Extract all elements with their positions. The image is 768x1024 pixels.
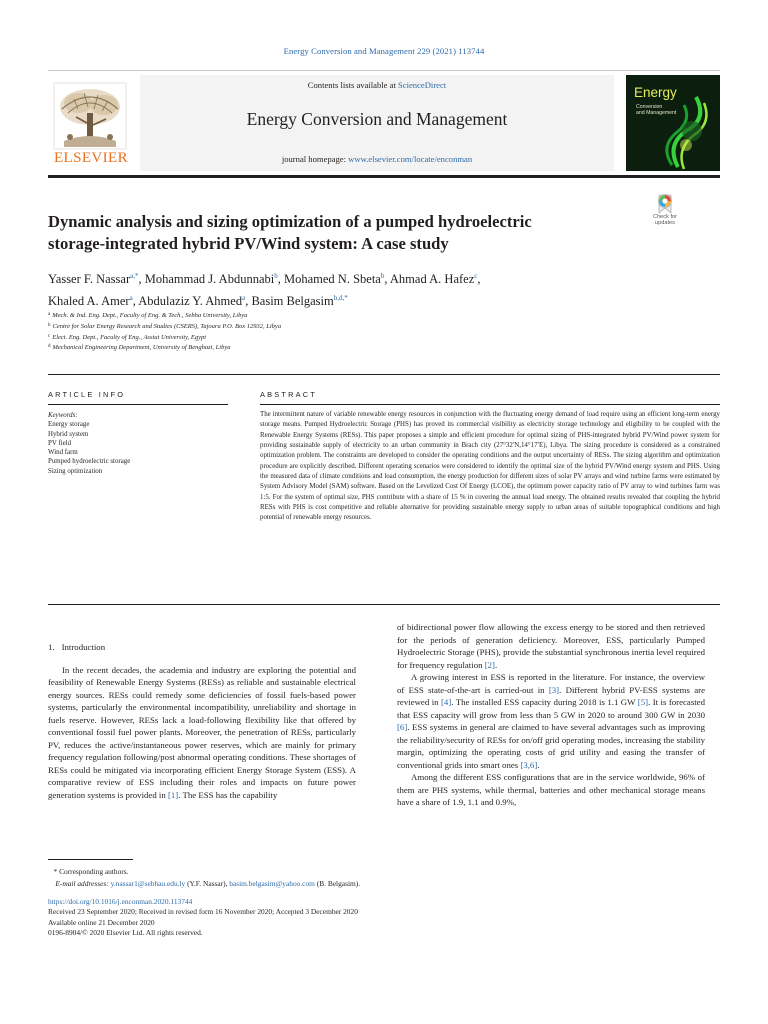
corresponding-author-note: * Corresponding authors. <box>48 867 129 876</box>
journal-masthead <box>48 70 720 174</box>
journal-reference[interactable]: Energy Conversion and Management 229 (2021) 113744 <box>283 46 485 56</box>
journal-homepage-link[interactable]: www.elsevier.com/locate/enconman <box>348 154 473 164</box>
author-name[interactable]: Basim Belgasim <box>251 294 334 308</box>
email-link[interactable]: y.nassar1@sebhau.edu.ly <box>110 878 186 888</box>
footnote-divider <box>48 859 133 860</box>
affiliation-list <box>48 310 608 353</box>
publisher-logo-text[interactable]: ELSEVIER <box>53 150 129 166</box>
paragraph-text: A growing interest in ESS is reported in the literature. For instance, the overview of ESS state-of-the-art is carried-out in <box>397 672 705 695</box>
article-title-line-1: Dynamic analysis and sizing optimization of a pumped hydroelectric <box>48 212 532 231</box>
paragraph-text: In the recent decades, the academia and industry are exploring the potential and feasibility of Renewable Energy Systems (RESs) as reliable and sustainable electrical energy sources. RESs could remedy some deficiencies of fossil fuels-based power systems, particularly the environmental incompatibility, unreliability and shortage in fuels reserve. However, RESs lack a load-following flexibility like that offered by conventional fossil fuel power plants. Moreover, the penetration of RESs, particularly PV, reduces the active/instantaneous power reserves, which are mainly for primary frequency regulation following/post abnormal operating conditions. These shortages of RESs could be mitigated via incorporating efficient Energy Storage System (ESS). A comparative review of ESS including their roles and impacts on future power generation systems is provided in <box>48 664 356 800</box>
email-owner: (B. Belgasim). <box>316 878 361 888</box>
abstract-heading: ABSTRACT <box>260 390 318 399</box>
author-affiliation-marks[interactable]: b <box>274 272 278 280</box>
corresponding-author-text: Corresponding authors. <box>59 867 129 876</box>
section-heading-introduction <box>48 641 356 654</box>
cover-title: Energy <box>634 85 677 100</box>
keyword-item: Wind farm <box>48 449 78 457</box>
contents-prefix: Contents lists available at <box>307 80 398 90</box>
author-name[interactable]: Mohammad J. Abdunnabi <box>144 272 275 286</box>
cover-subtitle-line-2: and Management <box>636 110 677 116</box>
paragraph-text: . <box>494 659 498 670</box>
doi-link[interactable]: https://doi.org/10.1016/j.enconman.2020.113744 <box>48 897 193 906</box>
paragraph-text: . ESS systems in general are claimed to have several advantages such as improving the reliability/security of RESs for on/off grid operating modes, increasing the stability margin, optimizing the operating costs of grid utility and easing the transfer of conventional grids into smart ones <box>397 722 705 770</box>
citation-link[interactable]: [1] <box>167 789 179 800</box>
paragraph-text: . It is forecasted that ESS capacity will grow from less than 5 GW in 2020 to around 300 GW in 2030 <box>397 697 705 720</box>
citation-link[interactable]: [2] <box>484 659 495 670</box>
keywords-block <box>48 411 228 476</box>
body-paragraph <box>397 621 705 671</box>
author-name[interactable]: Yasser F. Nassar <box>48 272 131 286</box>
journal-cover-thumbnail[interactable] <box>626 75 720 171</box>
article-info-heading: ARTICLE INFO <box>48 390 126 399</box>
body-paragraph <box>397 671 705 771</box>
keyword-item: Energy storage <box>48 421 90 429</box>
affiliation-item <box>48 342 608 353</box>
check-for-updates-button[interactable] <box>648 193 682 233</box>
available-online: Available online 21 December 2020 <box>48 917 155 927</box>
crossmark-label-line-1: Check for <box>653 214 677 220</box>
affiliation-item <box>48 310 608 321</box>
affiliation-text: Mechanical Engineering Department, University of Benghazi, Libya <box>52 344 231 352</box>
article-metadata <box>48 897 608 939</box>
article-title <box>48 211 608 255</box>
body-column-right <box>397 621 705 809</box>
body-column-left <box>48 641 356 801</box>
paragraph-text: . Different hybrid PV-ESS systems are reviewed in <box>397 684 705 707</box>
body-paragraph: Among the different ESS configurations that are in the service worldwide, 96% of them are PHS systems, while thermal, batteries and other mechanical storage means have a share of 1.9, 1.1 and 0.9%, <box>397 772 705 807</box>
journal-homepage-line <box>140 154 614 164</box>
keywords-label: Keywords: <box>48 412 78 419</box>
section-number: 1. <box>48 642 55 652</box>
affiliation-mark: a <box>48 312 51 317</box>
homepage-prefix: journal homepage: <box>281 154 349 164</box>
paragraph-text: . The installed ESS capacity during 2018 is 1.1 GW <box>451 697 638 707</box>
article-info-heading-divider <box>48 404 228 405</box>
article-title-line-2: storage-integrated hybrid PV/Wind system: A case study <box>48 234 449 253</box>
abstract-heading-divider <box>260 404 720 405</box>
paragraph-text: . The ESS has the capability <box>178 789 278 800</box>
crossmark-icon <box>648 193 682 215</box>
copyright-notice: 0196-8904/© 2020 Elsevier Ltd. All rights reserved. <box>48 928 203 938</box>
paragraph-text: . <box>537 759 540 770</box>
keyword-item: PV field <box>48 439 72 447</box>
section-title: Introduction <box>61 642 106 652</box>
affiliation-mark: d <box>48 344 51 350</box>
author-affiliation-marks[interactable]: c <box>474 272 478 280</box>
cover-subtitle-line-1: Conversion <box>636 104 663 110</box>
contents-available-line <box>140 80 614 90</box>
keyword-item: Pumped hydroelectric storage <box>48 458 131 466</box>
keyword-item: Sizing optimization <box>48 467 103 475</box>
author-name[interactable]: Ahmad A. Hafez <box>389 272 475 286</box>
footnotes <box>48 866 608 889</box>
email-link[interactable]: basim.belgasim@yahoo.com <box>229 878 315 888</box>
article-info-top-divider <box>48 374 720 375</box>
affiliation-text: Mech. & Ind. Eng. Dept., Faculty of Eng. & Tech., Sebha University, Libya <box>52 312 248 319</box>
affiliation-item <box>48 332 608 343</box>
affiliation-text: Centre for Solar Energy Research and Studies (CSERS), Tajoura P.O. Box 12932, Libya <box>52 322 282 330</box>
article-history: Received 23 September 2020; Received in revised form 16 November 2020; Accepted 3 December 2020 <box>48 907 358 917</box>
crossmark-label-line-2: updates <box>655 220 675 226</box>
abstract-bottom-divider <box>48 604 720 605</box>
author-affiliation-marks[interactable]: a <box>129 294 133 302</box>
citation-link[interactable]: [5] <box>637 697 649 707</box>
cover-subtitle <box>636 104 676 116</box>
email-owner: (Y.F. Nassar), <box>187 878 228 888</box>
citation-link[interactable]: [4] <box>441 697 452 707</box>
author-name[interactable]: Khaled A. Amer <box>48 294 130 308</box>
author-affiliation-marks[interactable]: a,* <box>130 272 139 280</box>
journal-title: Energy Conversion and Management <box>246 109 508 129</box>
author-name[interactable]: Mohamed N. Sbeta <box>283 272 381 286</box>
keyword-item: Hybrid system <box>48 430 89 438</box>
abstract-text: The intermittent nature of variable renewable energy resources in conjunction with the fluctuating energy demand of load require using an efficient long-term energy storage means. Pumped Hydroelectric Storage (PHS) has proved its commercial visibility as electricity storage technology and eligibility to be coupled with the Renewable Energy Systems (RESs). This paper proposes a simple and efficient procedure for optimal sizing of PHS-integrated hybrid PV/Wind power system for providing sustainable supply of electricity to an urban community in Brach city (27°32′N,14°17′E), Libya. The sizing procedure is considered as a constrained optimization problem. The constraints are developed to consider the operating conditions and the output uncertainty of RESs. The sizing algorithm and optimization procedure are explicitly described. Different operating scenarios were considered to identify the optimal size of the hybrid PV/Wind energy system and PHS. Using the measured data of climate conditions and load consumption, the energy production for different sizes of solar PV arrays and wind turbine farms were estimated by System Advisory Model (SAM) software. Based on the Levelized Cost Of Energy (LCOE), the optimum power capacity ratio of PV array to wind turbines farm was 1:5. For the system of optimal size, PHS contribute with a share of 15 % in covering the annual load energy. The obtained results revealed that coupling the hybrid RESs with PHS is cost competitive and reliable alternative for providing sustainable energy supply to urban areas of suitable topographical conditions and high potential of renewable energy resources. <box>260 411 720 522</box>
citation-link[interactable]: [3] <box>548 684 560 695</box>
author-name[interactable]: Abdulaziz Y. Ahmed <box>138 294 243 308</box>
affiliation-mark: c <box>48 333 51 339</box>
author-affiliation-marks[interactable]: b,d,* <box>333 294 348 302</box>
author-list: Yasser F. Nassar$^{a,*}$, Mohammad J. Abdunnabi$^b$, Mohamed N. Sbeta$^b$, Ahmad A. Hafez$^c$, Khaled A. Amer$^a$, Abdulaziz Y. Ahmed$^a$, Basim Belgasim$^{b,d,*}$ <box>48 272 481 308</box>
email-label: E-mail addresses: <box>55 878 109 888</box>
crossmark-label <box>648 214 682 226</box>
body-paragraph <box>48 664 356 802</box>
affiliation-item <box>48 321 608 332</box>
sciencedirect-link[interactable]: ScienceDirect <box>398 80 447 90</box>
affiliation-text: Elect. Eng. Dept., Faculty of Eng., Assiut University, Egypt <box>52 333 207 341</box>
paragraph-text: of bidirectional power flow allowing the excess energy to be stored and then retrieved for the periods of generation deficiency. Moreover, ESS, particularly Pumped Hydroelectric Storage (PHS), provide the substantial synchronous inertia level required for frequency regulation <box>397 622 705 670</box>
masthead-divider <box>48 175 720 178</box>
email-addresses-line <box>48 878 608 890</box>
citation-link[interactable]: [6] <box>397 722 408 732</box>
citation-link[interactable]: [3,6] <box>520 759 538 770</box>
affiliation-mark: b <box>48 322 51 328</box>
author-affiliation-marks[interactable]: a <box>242 294 246 302</box>
author-affiliation-marks[interactable]: b <box>380 272 385 280</box>
